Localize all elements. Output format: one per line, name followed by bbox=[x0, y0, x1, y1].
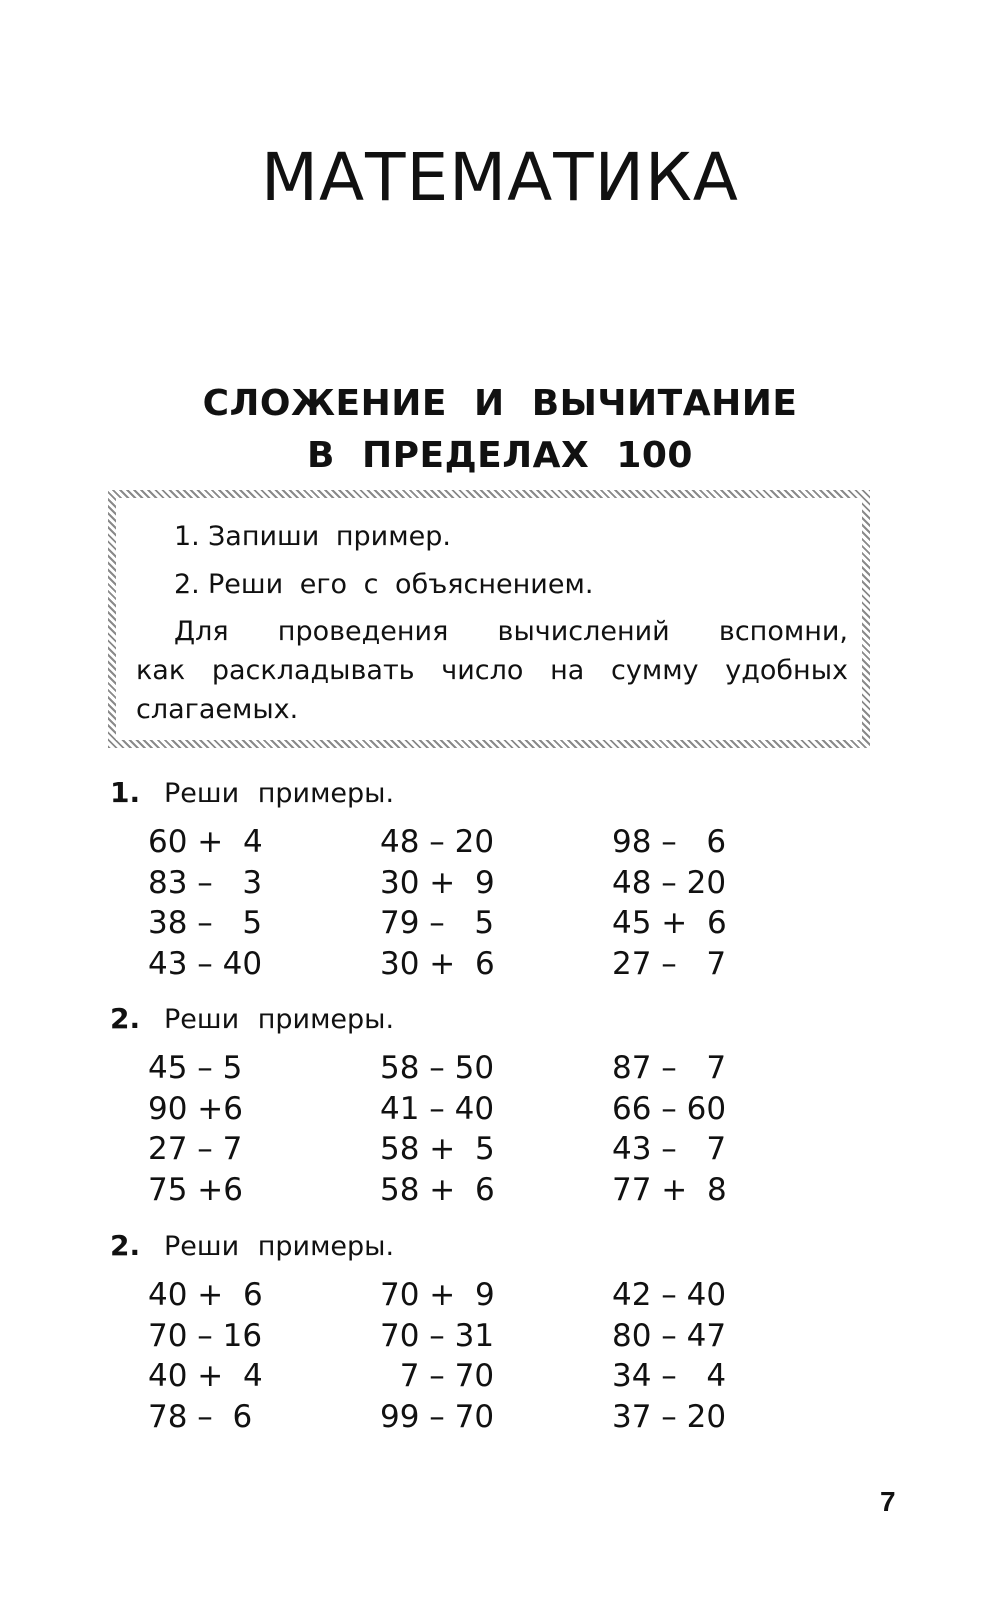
math-example: 98 – 6 bbox=[612, 824, 727, 860]
exercise-number: 2. bbox=[110, 1002, 141, 1035]
exercise-label: Реши примеры. bbox=[164, 1004, 395, 1035]
math-example: 58 + 5 bbox=[380, 1131, 495, 1167]
instruction-note-rest: как раскладывать число на сумму удобных слагаемых. bbox=[136, 655, 848, 725]
instruction-step-text: Реши его с объяснением. bbox=[208, 569, 594, 600]
page-number: 7 bbox=[880, 1486, 896, 1517]
math-example: 79 – 5 bbox=[380, 905, 495, 941]
math-example: 40 + 4 bbox=[148, 1358, 263, 1394]
math-example: 38 – 5 bbox=[148, 905, 263, 941]
math-example: 80 – 47 bbox=[612, 1317, 727, 1354]
exercise-label: Реши примеры. bbox=[164, 778, 395, 809]
math-example: 78 – 6 bbox=[148, 1398, 253, 1435]
math-example: 90 +6 bbox=[148, 1090, 243, 1127]
instruction-note bbox=[136, 612, 848, 729]
example-column bbox=[380, 1275, 580, 1437]
exercise-3 bbox=[110, 1228, 910, 1435]
section-title-line-2: В ПРЕДЕЛАХ 100 bbox=[307, 435, 693, 476]
math-example: 27 – 7 bbox=[612, 945, 727, 982]
exercise-1 bbox=[110, 775, 910, 982]
instruction-step-text: Запиши пример. bbox=[208, 521, 451, 552]
instruction-step bbox=[136, 516, 848, 557]
math-example: 30 + 6 bbox=[380, 945, 495, 982]
example-column bbox=[148, 1048, 348, 1210]
math-example: 99 – 70 bbox=[380, 1398, 495, 1435]
math-example: 70 + 9 bbox=[380, 1277, 495, 1313]
example-column bbox=[612, 822, 812, 984]
instruction-step-number: 2. bbox=[174, 569, 200, 600]
math-example: 70 – 16 bbox=[148, 1317, 263, 1354]
instruction-step-number: 1. bbox=[174, 521, 200, 552]
math-example: 34 – 4 bbox=[612, 1358, 727, 1394]
math-example: 45 + 6 bbox=[612, 905, 727, 941]
math-example: 27 – 7 bbox=[148, 1131, 243, 1167]
instruction-note-line-1: Для проведения вычислений вспомни, bbox=[174, 616, 848, 647]
math-example: 87 – 7 bbox=[612, 1050, 727, 1086]
math-example: 75 +6 bbox=[148, 1171, 243, 1208]
math-example: 48 – 20 bbox=[612, 864, 727, 901]
math-example: 48 – 20 bbox=[380, 824, 495, 860]
example-column bbox=[148, 822, 348, 984]
example-column bbox=[380, 822, 580, 984]
exercise-label: Реши примеры. bbox=[164, 1231, 395, 1262]
exercise-number: 2. bbox=[110, 1229, 141, 1262]
page-title: МАТЕМАТИКА bbox=[261, 139, 739, 216]
example-column bbox=[612, 1048, 812, 1210]
math-example: 30 + 9 bbox=[380, 864, 495, 901]
instruction-box bbox=[108, 490, 870, 748]
exercise-heading bbox=[110, 775, 910, 811]
math-example: 83 – 3 bbox=[148, 864, 263, 901]
math-example: 60 + 4 bbox=[148, 824, 263, 860]
math-example: 43 – 7 bbox=[612, 1131, 727, 1167]
math-example: 40 + 6 bbox=[148, 1277, 263, 1313]
math-example: 37 – 20 bbox=[612, 1398, 727, 1435]
exercise-number: 1. bbox=[110, 776, 141, 809]
instruction-content bbox=[136, 516, 848, 729]
math-example: 58 + 6 bbox=[380, 1171, 495, 1208]
math-example: 77 + 8 bbox=[612, 1171, 727, 1208]
instruction-step bbox=[136, 564, 848, 605]
example-column bbox=[148, 1275, 348, 1437]
section-title bbox=[0, 378, 1000, 482]
math-example: 41 – 40 bbox=[380, 1090, 495, 1127]
math-example: 7 – 70 bbox=[380, 1358, 495, 1394]
example-column bbox=[612, 1275, 812, 1437]
exercise-2 bbox=[110, 1001, 910, 1208]
math-example: 66 – 60 bbox=[612, 1090, 727, 1127]
exercise-heading bbox=[110, 1001, 910, 1037]
example-column bbox=[380, 1048, 580, 1210]
math-example: 42 – 40 bbox=[612, 1277, 727, 1313]
section-title-line-1: СЛОЖЕНИЕ И ВЫЧИТАНИЕ bbox=[202, 383, 798, 424]
math-example: 45 – 5 bbox=[148, 1050, 243, 1086]
math-example: 58 – 50 bbox=[380, 1050, 495, 1086]
math-example: 70 – 31 bbox=[380, 1317, 495, 1354]
exercise-heading bbox=[110, 1228, 910, 1264]
math-example: 43 – 40 bbox=[148, 945, 263, 982]
